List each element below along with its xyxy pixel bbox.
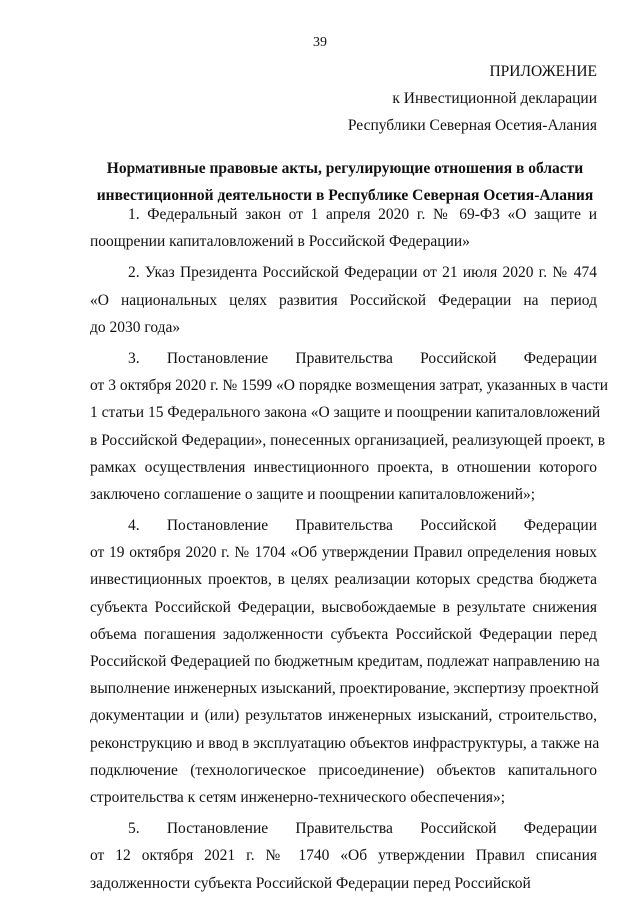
- appendix-republic: Республики Северная Осетия-Алания: [347, 117, 597, 134]
- legal-act-line: задолженности субъекта Российской Федерации перед Российской: [90, 874, 531, 892]
- legal-act-item: [90, 259, 597, 341]
- legal-act-line: строительства к сетям инженерно-технического обеспечения»;: [90, 788, 506, 806]
- appendix-subtitle: к Инвестиционной декларации: [392, 90, 597, 107]
- legal-act-line: от 12 октября 2021 г. № 1740 «Об утверждении Правил списания: [90, 847, 597, 865]
- legal-act-line: субъекта Российской Федерации, высвобождаемые в результате снижения: [90, 598, 597, 616]
- legal-act-line: 4. Постановление Правительства Российской Федерации: [128, 517, 597, 535]
- legal-act-line: объема погашения задолженности субъекта Российской Федерации перед: [90, 625, 597, 643]
- legal-act-line: 5. Постановление Правительства Российской Федерации: [128, 820, 597, 838]
- legal-act-item: [90, 815, 597, 897]
- legal-act-line: поощрении капиталовложений в Российской Федерации»: [90, 233, 470, 251]
- legal-act-item: [90, 512, 600, 811]
- section-heading-line: Нормативные правовые акты, регулирующие отношения в области: [106, 160, 584, 177]
- appendix-title: ПРИЛОЖЕНИЕ: [489, 63, 597, 80]
- legal-act-line: выполнение инженерных изысканий, проектирование, экспертизу проектной: [90, 680, 599, 698]
- legal-act-line: инвестиционных проектов, в целях реализации которых средства бюджета: [90, 571, 597, 589]
- legal-act-line: заключено соглашение о защите и поощрении капиталовложений»;: [90, 485, 536, 503]
- legal-acts-list: [90, 201, 609, 901]
- legal-act-item: [90, 345, 609, 508]
- legal-act-line: 1 статьи 15 Федерального закона «О защите и поощрении капиталовложений: [90, 404, 601, 422]
- section-heading-line: инвестиционной деятельности в Республике Северная Осетия-Алания: [96, 187, 594, 204]
- legal-act-line: в Российской Федерации», понесенных организацией, реализующей проект, в: [90, 431, 606, 449]
- legal-act-line: 3. Постановление Правительства Российской Федерации: [128, 349, 597, 367]
- legal-act-line: Российской Федерацией по бюджетным кредитам, подлежат направлению на: [90, 653, 600, 670]
- legal-act-line: 2. Указ Президента Российской Федерации от 21 июля 2020 г. № 474: [128, 264, 597, 282]
- legal-act-line: подключение (технологическое присоединение) объектов капитального: [90, 761, 597, 779]
- legal-act-line: 1. Федеральный закон от 1 апреля 2020 г. № 69-ФЗ «О защите и: [128, 206, 597, 223]
- legal-act-item: [90, 201, 597, 255]
- legal-act-line: «О национальных целях развития Российской Федерации на период: [90, 291, 597, 309]
- legal-act-line: реконструкцию и ввод в эксплуатацию объектов инфраструктуры, а также на: [90, 734, 600, 752]
- legal-act-line: рамках осуществления инвестиционного проекта, в отношении которого: [90, 458, 597, 476]
- legal-act-line: документации и (или) результатов инженерных изысканий, строительство,: [90, 707, 597, 725]
- page-number: 39: [313, 35, 327, 50]
- legal-act-line: от 3 октября 2020 г. № 1599 «О порядке возмещения затрат, указанных в части: [90, 377, 609, 395]
- legal-act-line: от 19 октября 2020 г. № 1704 «Об утверждении Правил определения новых: [90, 544, 597, 562]
- legal-act-line: до 2030 года»: [90, 318, 181, 336]
